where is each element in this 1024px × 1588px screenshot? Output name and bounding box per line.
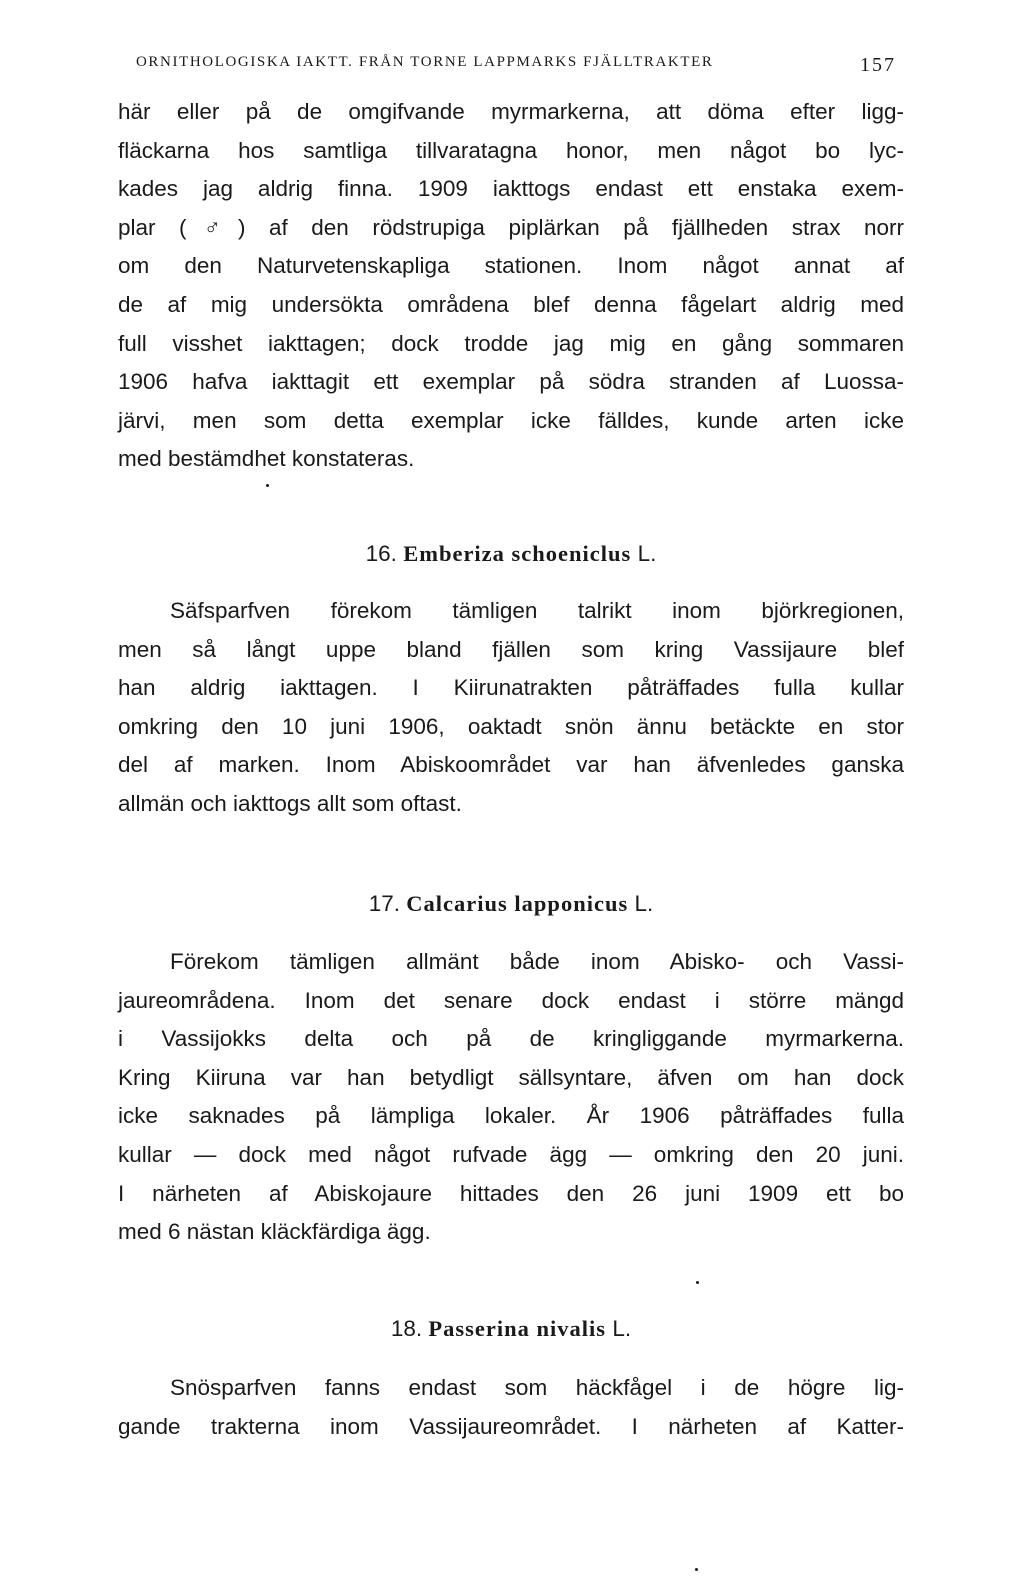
text-line: I närheten af Abiskojaure hittades den 26 juni 1909 ett bo [118,1180,904,1206]
species-number: 17. [368,891,401,916]
text-line: kullar — dock med något rufvade ägg — omkring den 20 juni. [118,1141,904,1167]
species-paragraph-16 [118,592,904,824]
text-line: järvi, men som detta exemplar icke fälldes, kunde arten icke [118,407,904,433]
species-paragraph-17 [118,943,904,1252]
print-speck [696,1281,699,1284]
species-name: Calcarius lapponicus [406,891,629,916]
text-line: Förekom tämligen allmänt både inom Abisko- och Vassi- [170,949,904,974]
text-line: del af marken. Inom Abiskoområdet var han äfvenledes ganska [118,752,904,778]
text-line: han aldrig iakttagen. I Kiirunatrakten påträffades fulla kullar [118,675,904,701]
text-line: med 6 nästan kläckfärdiga ägg. [118,1219,431,1245]
text-line: kades jag aldrig finna. 1909 iakttogs endast ett enstaka exem- [118,176,904,202]
text-line: om den Naturvetenskapliga stationen. Inom något annat af [118,253,904,279]
text-line: Säfsparfven förekom tämligen talrikt inom björkregionen, [170,598,904,623]
text-line: med bestämdhet konstateras. [118,446,415,472]
text-line: jaureområdena. Inom det senare dock endast i större mängd [118,987,904,1013]
species-author: L. [634,891,654,916]
intro-paragraph [118,93,904,479]
text-line: allmän och iakttogs allt som oftast. [118,790,462,816]
text-line: omkring den 10 juni 1906, oaktadt snön ännu betäckte en stor [118,713,904,739]
text-line: de af mig undersökta områdena blef denna fågelart aldrig med [118,291,904,317]
text-line: full visshet iakttagen; dock trodde jag mig en gång sommaren [118,330,904,356]
species-heading-18 [118,1316,904,1342]
species-paragraph-18 [118,1369,904,1446]
text-line: 1906 hafva iakttagit ett exemplar på södra stranden af Luossa- [118,369,904,395]
text-line: Snösparfven fanns endast som häckfågel i de högre lig- [170,1375,904,1400]
running-title: ORNITHOLOGISKA IAKTT. FRÅN TORNE LAPPMARKS FJÄLLTRAKTER [136,54,714,70]
text-line: fläckarna hos samtliga tillvaratagna honor, men något bo lyc- [118,137,904,163]
print-speck [266,484,269,487]
text-line: icke saknades på lämpliga lokaler. År 1906 påträffades fulla [118,1103,904,1129]
species-number: 16. [365,541,397,566]
text-line: men så långt uppe bland fjällen som kring Vassijaure blef [118,636,904,662]
text-line: här eller på de omgifvande myrmarkerna, att döma efter ligg- [118,99,904,124]
text-line: i Vassijokks delta och på de kringliggande myrmarkerna. [118,1026,904,1052]
text-line: Kring Kiiruna var han betydligt sällsyntare, äfven om han dock [118,1064,904,1090]
text-line: gande trakterna inom Vassijaureområdet. I närheten af Katter- [118,1413,904,1439]
species-author: L. [612,1316,632,1341]
species-heading-16 [118,541,904,567]
text-line: plar (♂) af den rödstrupiga piplärkan på fjällheden strax norr [118,214,904,240]
species-name: Emberiza schoeniclus [403,541,632,566]
species-author: L. [637,541,657,566]
page-number: 157 [860,54,896,76]
print-speck [695,1568,698,1571]
page-header [136,54,896,84]
species-name: Passerina nivalis [428,1316,607,1341]
species-number: 18. [390,1316,423,1341]
species-heading-17 [118,891,904,917]
